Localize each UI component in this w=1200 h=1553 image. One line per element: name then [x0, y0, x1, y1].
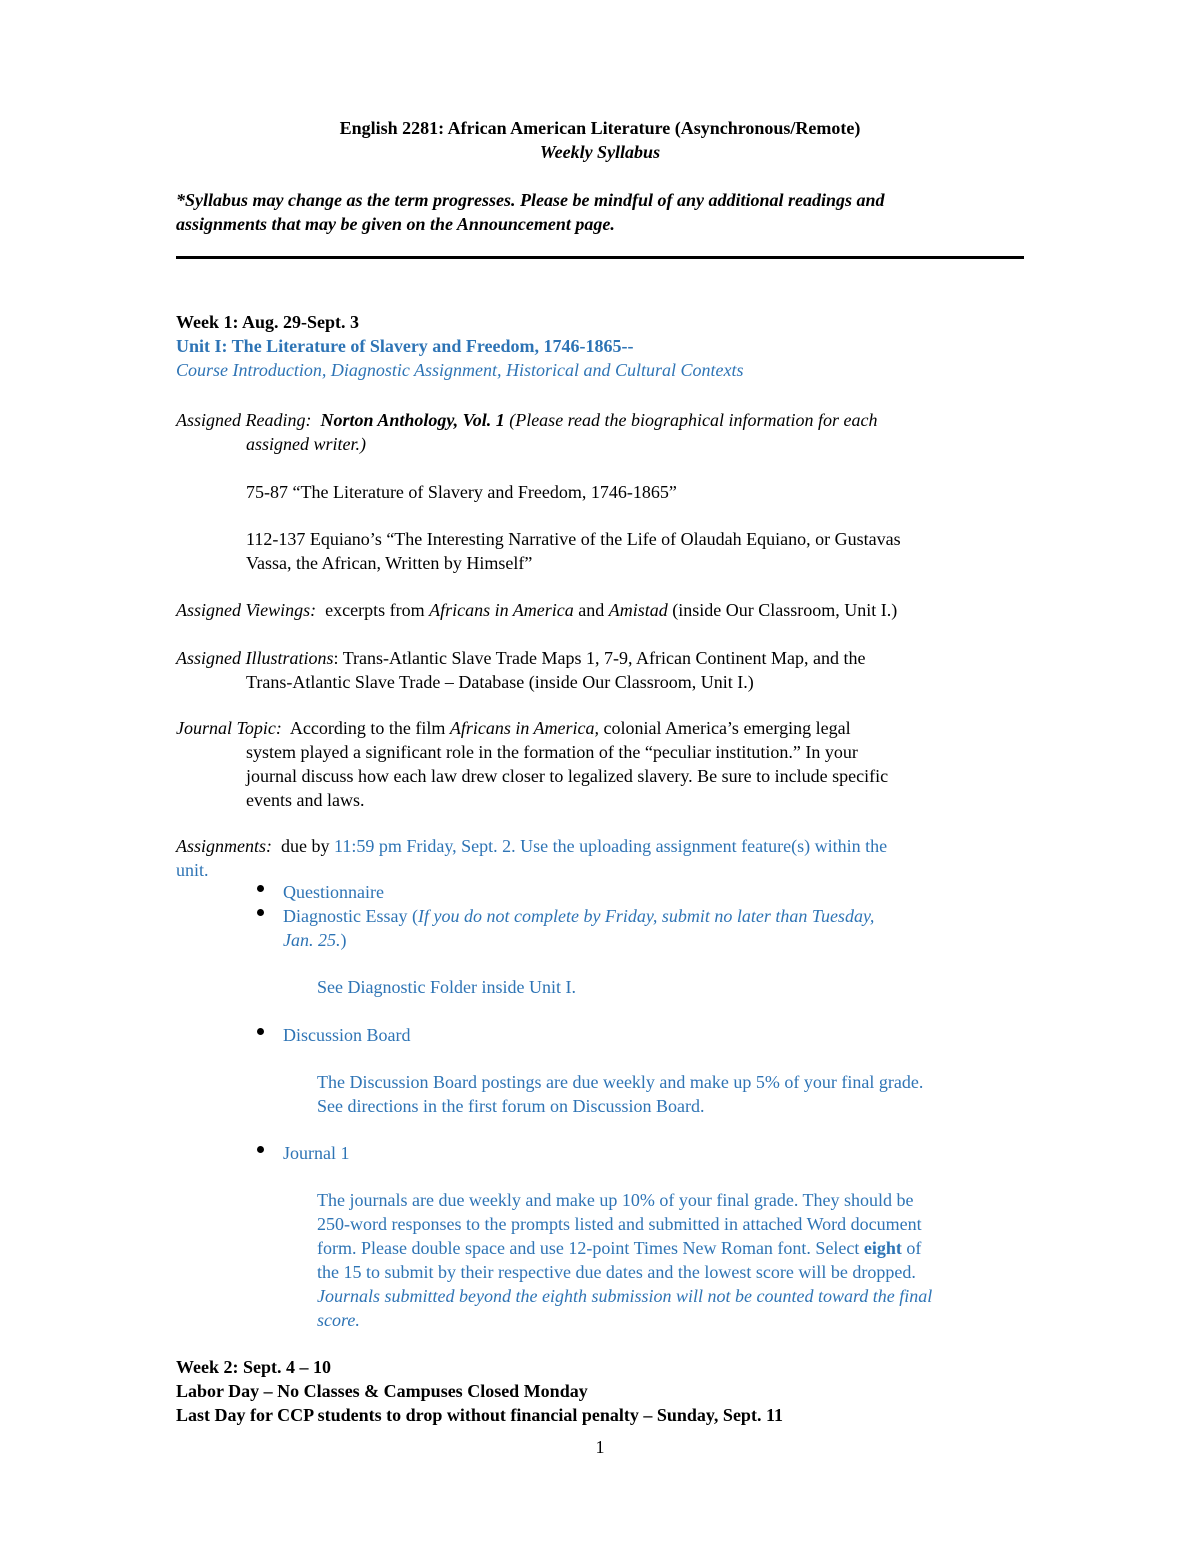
- assignments-due: due by: [281, 836, 330, 856]
- notice-line-2: assignments that may be given on the Announcement page.: [176, 214, 615, 234]
- assignments: [176, 834, 887, 858]
- paren-open: (: [411, 906, 418, 926]
- bullet-icon: [257, 909, 264, 916]
- assigned-reading: [176, 408, 877, 432]
- assigned-viewings: [176, 598, 897, 622]
- reading-item-2-line-2: Vassa, the African, Written by Himself”: [246, 553, 533, 573]
- assigned-illustrations-label: Assigned Illustrations: [176, 648, 334, 668]
- reading-item-2-line-1: 112-137 Equiano’s “The Interesting Narrative of the Life of Olaudah Equiano, or Gustavas: [246, 529, 901, 549]
- bullet-discussion-board: Discussion Board: [283, 1025, 411, 1045]
- journal-note-5: Journals submitted beyond the eighth submission will not be counted toward the final: [317, 1286, 933, 1306]
- assignments-deadline: 11:59 pm Friday, Sept. 2. Use the uploading assignment feature(s) within the: [334, 836, 888, 856]
- week2-heading: Week 2: Sept. 4 – 10: [176, 1357, 331, 1377]
- bullet-icon: [257, 885, 264, 892]
- discussion-board-note-1: The Discussion Board postings are due weekly and make up 5% of your final grade.: [317, 1072, 924, 1092]
- assignments-line-2: unit.: [176, 860, 209, 880]
- journal-note-eight: eight: [863, 1238, 902, 1258]
- journal-note-6: score.: [317, 1310, 360, 1330]
- viewings-and: and: [578, 600, 605, 620]
- reading-note: (Please read the biographical information for each: [509, 410, 878, 430]
- diagnostic-essay-date: Jan. 25.: [283, 930, 341, 950]
- assigned-reading-label: Assigned Reading:: [176, 410, 312, 430]
- unit1-title: Unit I: The Literature of Slavery and Freedom, 1746-1865--: [176, 336, 634, 356]
- reading-book-title: Norton Anthology, Vol. 1: [320, 410, 505, 430]
- horizontal-rule: [176, 256, 1024, 259]
- diagnostic-essay-note-cont: [283, 928, 347, 952]
- journal-text: According to the film: [289, 718, 446, 738]
- unit1-topics: Course Introduction, Diagnostic Assignment, Historical and Cultural Contexts: [176, 360, 744, 380]
- journal-note-3-text: form. Please double space and use 12-point Times New Roman font. Select: [317, 1238, 860, 1258]
- journal-note-1: The journals are due weekly and make up 10% of your final grade. They should be: [317, 1190, 914, 1210]
- illustrations-text: : Trans-Atlantic Slave Trade Maps 1, 7-9, African Continent Map, and the: [333, 648, 866, 668]
- paren-close: ): [340, 930, 347, 950]
- assigned-illustrations: [176, 646, 865, 670]
- bullet-icon: [257, 1146, 264, 1153]
- journal-film: Africans in America,: [449, 718, 599, 738]
- journal-topic-label: Journal Topic:: [176, 718, 282, 738]
- bullet-journal-1: Journal 1: [283, 1143, 350, 1163]
- viewings-location: (inside Our Classroom, Unit I.): [672, 600, 898, 620]
- bullet-icon: [257, 1028, 264, 1035]
- film-amistad: Amistad: [608, 600, 668, 620]
- diagnostic-essay-note: If you do not complete by Friday, submit no later than Tuesday,: [417, 906, 875, 926]
- journal-note-4: the 15 to submit by their respective due dates and the lowest score will be dropped.: [317, 1262, 916, 1282]
- notice-line-1: *Syllabus may change as the term progresses. Please be mindful of any additional readings and: [176, 190, 885, 210]
- journal-note-2: 250-word responses to the prompts listed and submitted in attached Word document: [317, 1214, 922, 1234]
- journal-note-3: [317, 1236, 921, 1260]
- film-africans-in-america: Africans in America: [429, 600, 574, 620]
- week1-heading: Week 1: Aug. 29-Sept. 3: [176, 312, 360, 332]
- bullet-diagnostic-essay: [283, 904, 874, 928]
- assigned-viewings-label: Assigned Viewings:: [176, 600, 317, 620]
- assignments-label: Assignments:: [176, 836, 272, 856]
- journal-line-3: journal discuss how each law drew closer to legalized slavery. Be sure to include specific: [246, 766, 889, 786]
- journal-note-3-post: of: [906, 1238, 922, 1258]
- page-number: 1: [595, 1437, 605, 1457]
- journal-line-4: events and laws.: [246, 790, 365, 810]
- viewings-text: excerpts from: [325, 600, 425, 620]
- journal-text-cont: colonial America’s emerging legal: [603, 718, 851, 738]
- illustrations-line-2: Trans-Atlantic Slave Trade – Database (inside Our Classroom, Unit I.): [246, 672, 754, 692]
- document-subtitle: Weekly Syllabus: [539, 142, 661, 162]
- journal-topic: [176, 716, 851, 740]
- journal-line-2: system played a significant role in the formation of the “peculiar institution.” In your: [246, 742, 858, 762]
- reading-item-1: 75-87 “The Literature of Slavery and Freedom, 1746-1865”: [246, 482, 677, 502]
- diagnostic-folder-note: See Diagnostic Folder inside Unit I.: [317, 977, 576, 997]
- week2-line-2: Last Day for CCP students to drop without financial penalty – Sunday, Sept. 11: [176, 1405, 783, 1425]
- discussion-board-note-2: See directions in the first forum on Discussion Board.: [317, 1096, 705, 1116]
- reading-note-continued: assigned writer.): [246, 434, 367, 454]
- diagnostic-essay-label: Diagnostic Essay: [283, 906, 408, 926]
- week2-line-1: Labor Day – No Classes & Campuses Closed Monday: [176, 1381, 588, 1401]
- document-title: English 2281: African American Literature (Asynchronous/Remote): [339, 118, 861, 138]
- bullet-questionnaire: Questionnaire: [283, 882, 384, 902]
